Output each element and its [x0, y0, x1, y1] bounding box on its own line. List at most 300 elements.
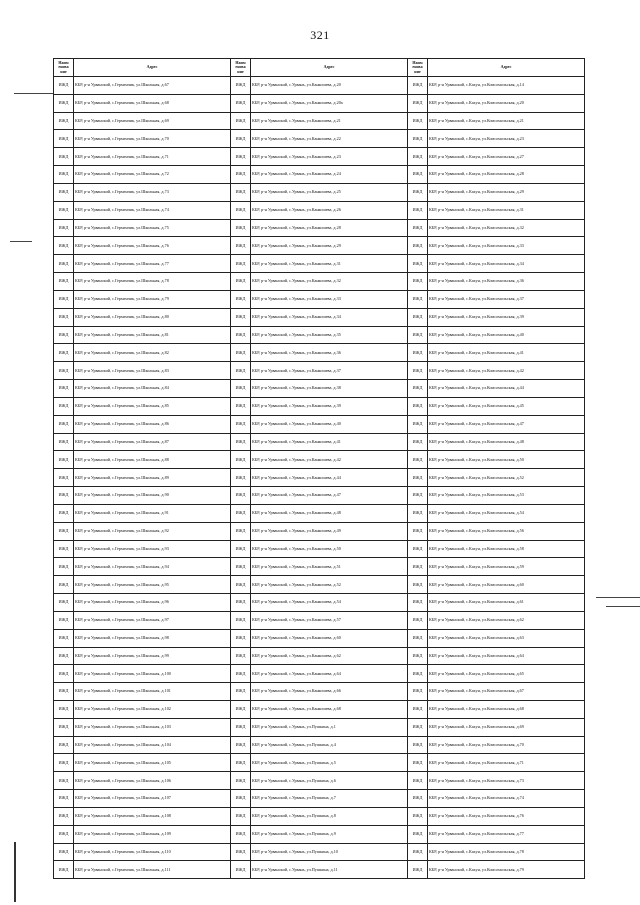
address-cell: КБР, р-н Урванский, с.Кахун, ул.Комсомольская, д.70 [428, 736, 585, 754]
object-type-cell: ИЖД [54, 647, 74, 665]
address-cell: КБР, р-н Урванский, с.Кахун, ул.Комсомольская, д.56 [428, 522, 585, 540]
address-cell: КБР, р-н Урванский, с.Герменчик, ул.Школьная, д.108 [74, 807, 231, 825]
address-cell: КБР, р-н Урванский, с.Урвань, ул.Канкошева, д.26 [251, 201, 408, 219]
address-cell: КБР, р-н Урванский, с.Урвань, ул.Пушкина, д.8 [251, 807, 408, 825]
table-row [54, 522, 585, 540]
address-cell: КБР, р-н Урванский, с.Кахун, ул.Комсомольская, д.40 [428, 326, 585, 344]
address-cell: КБР, р-н Урванский, с.Кахун, ул.Комсомольская, д.31 [428, 201, 585, 219]
address-cell: КБР, р-н Урванский, с.Кахун, ул.Комсомольская, д.33 [428, 237, 585, 255]
address-registry-table [53, 58, 585, 879]
object-type-cell: ИЖД [231, 308, 251, 326]
address-cell: КБР, р-н Урванский, с.Герменчик, ул.Школьная, д.74 [74, 201, 231, 219]
address-cell: КБР, р-н Урванский, с.Урвань, ул.Канкошева, д.32 [251, 273, 408, 291]
address-cell: КБР, р-н Урванский, с.Кахун, ул.Комсомольская, д.27 [428, 148, 585, 166]
address-cell: КБР, р-н Урванский, с.Герменчик, ул.Школьная, д.110 [74, 843, 231, 861]
table-row [54, 736, 585, 754]
address-cell: КБР, р-н Урванский, с.Урвань, ул.Канкошева, д.34 [251, 308, 408, 326]
address-cell: КБР, р-н Урванский, с.Герменчик, ул.Школьная, д.99 [74, 647, 231, 665]
object-type-cell: ИЖД [408, 183, 428, 201]
address-cell: КБР, р-н Урванский, с.Урвань, ул.Канкошева, д.57 [251, 611, 408, 629]
address-cell: КБР, р-н Урванский, с.Урвань, ул.Пушкина, д.7 [251, 790, 408, 808]
object-type-cell: ИЖД [54, 576, 74, 594]
address-cell: КБР, р-н Урванский, с.Герменчик, ул.Школьная, д.78 [74, 273, 231, 291]
object-type-cell: ИЖД [408, 397, 428, 415]
object-type-cell: ИЖД [408, 255, 428, 273]
address-cell: КБР, р-н Урванский, с.Герменчик, ул.Школьная, д.103 [74, 718, 231, 736]
address-cell: КБР, р-н Урванский, с.Урвань, ул.Канкошева, д.66 [251, 683, 408, 701]
scan-mark-left-top [14, 93, 54, 94]
object-type-cell: ИЖД [54, 611, 74, 629]
object-type-cell: ИЖД [408, 166, 428, 184]
address-cell: КБР, р-н Урванский, с.Урвань, ул.Пушкина, д.10 [251, 843, 408, 861]
address-cell: КБР, р-н Урванский, с.Герменчик, ул.Школьная, д.91 [74, 504, 231, 522]
object-type-cell: ИЖД [408, 344, 428, 362]
address-cell: КБР, р-н Урванский, с.Герменчик, ул.Школьная, д.101 [74, 683, 231, 701]
table-row [54, 718, 585, 736]
object-type-cell: ИЖД [54, 183, 74, 201]
object-type-cell: ИЖД [231, 112, 251, 130]
object-type-cell: ИЖД [408, 130, 428, 148]
address-cell: КБР, р-н Урванский, с.Герменчик, ул.Школьная, д.81 [74, 326, 231, 344]
object-type-cell: ИЖД [408, 522, 428, 540]
table-row [54, 290, 585, 308]
address-cell: КБР, р-н Урванский, с.Герменчик, ул.Школьная, д.79 [74, 290, 231, 308]
address-cell: КБР, р-н Урванский, с.Кахун, ул.Комсомольская, д.74 [428, 790, 585, 808]
address-cell: КБР, р-н Урванский, с.Герменчик, ул.Школьная, д.94 [74, 558, 231, 576]
table-row [54, 504, 585, 522]
object-type-cell: ИЖД [54, 843, 74, 861]
object-type-cell: ИЖД [54, 362, 74, 380]
object-type-cell: ИЖД [54, 540, 74, 558]
table-row [54, 469, 585, 487]
object-type-cell: ИЖД [408, 148, 428, 166]
name-column-header: Наим енова ние [408, 59, 428, 77]
object-type-cell: ИЖД [54, 772, 74, 790]
object-type-cell: ИЖД [231, 415, 251, 433]
table-row [54, 558, 585, 576]
object-type-cell: ИЖД [54, 433, 74, 451]
address-cell: КБР, р-н Урванский, с.Урвань, ул.Пушкина, д.9 [251, 825, 408, 843]
address-cell: КБР, р-н Урванский, с.Кахун, ул.Комсомольская, д.32 [428, 219, 585, 237]
object-type-cell: ИЖД [231, 843, 251, 861]
object-type-cell: ИЖД [231, 255, 251, 273]
address-cell: КБР, р-н Урванский, с.Герменчик, ул.Школьная, д.86 [74, 415, 231, 433]
object-type-cell: ИЖД [231, 576, 251, 594]
table-row [54, 273, 585, 291]
object-type-cell: ИЖД [231, 469, 251, 487]
object-type-cell: ИЖД [231, 290, 251, 308]
object-type-cell: ИЖД [231, 807, 251, 825]
object-type-cell: ИЖД [54, 718, 74, 736]
address-cell: КБР, р-н Урванский, с.Герменчик, ул.Школьная, д.84 [74, 380, 231, 398]
object-type-cell: ИЖД [54, 522, 74, 540]
object-type-cell: ИЖД [231, 611, 251, 629]
object-type-cell: ИЖД [408, 807, 428, 825]
object-type-cell: ИЖД [54, 683, 74, 701]
address-cell: КБР, р-н Урванский, с.Герменчик, ул.Школьная, д.76 [74, 237, 231, 255]
scan-mark-left-mid [10, 241, 32, 242]
object-type-cell: ИЖД [231, 326, 251, 344]
object-type-cell: ИЖД [54, 665, 74, 683]
address-cell: КБР, р-н Урванский, с.Урвань, ул.Канкошева, д.60 [251, 629, 408, 647]
address-cell: КБР, р-н Урванский, с.Кахун, ул.Комсомольская, д.76 [428, 807, 585, 825]
object-type-cell: ИЖД [54, 326, 74, 344]
object-type-cell: ИЖД [408, 451, 428, 469]
object-type-cell: ИЖД [54, 469, 74, 487]
table-row [54, 487, 585, 505]
object-type-cell: ИЖД [231, 540, 251, 558]
address-cell: КБР, р-н Урванский, с.Урвань, ул.Пушкина, д.1 [251, 718, 408, 736]
address-cell: КБР, р-н Урванский, с.Кахун, ул.Комсомольская, д.48 [428, 433, 585, 451]
object-type-cell: ИЖД [408, 790, 428, 808]
address-cell: КБР, р-н Урванский, с.Герменчик, ул.Школьная, д.102 [74, 700, 231, 718]
object-type-cell: ИЖД [54, 77, 74, 95]
address-column-header: Адрес [251, 59, 408, 77]
address-cell: КБР, р-н Урванский, с.Кахун, ул.Комсомольская, д.52 [428, 469, 585, 487]
address-cell: КБР, р-н Урванский, с.Кахун, ул.Комсомольская, д.28 [428, 166, 585, 184]
object-type-cell: ИЖД [231, 130, 251, 148]
table-row [54, 665, 585, 683]
address-cell: КБР, р-н Урванский, с.Герменчик, ул.Школьная, д.71 [74, 148, 231, 166]
address-cell: КБР, р-н Урванский, с.Урвань, ул.Канкошева, д.47 [251, 487, 408, 505]
object-type-cell: ИЖД [408, 754, 428, 772]
address-cell: КБР, р-н Урванский, с.Герменчик, ул.Школьная, д.72 [74, 166, 231, 184]
object-type-cell: ИЖД [231, 594, 251, 612]
table-row [54, 629, 585, 647]
table-row [54, 201, 585, 219]
address-cell: КБР, р-н Урванский, с.Урвань, ул.Канкошева, д.51 [251, 558, 408, 576]
object-type-cell: ИЖД [231, 397, 251, 415]
object-type-cell: ИЖД [408, 469, 428, 487]
object-type-cell: ИЖД [231, 718, 251, 736]
object-type-cell: ИЖД [54, 255, 74, 273]
address-cell: КБР, р-н Урванский, с.Герменчик, ул.Школьная, д.104 [74, 736, 231, 754]
object-type-cell: ИЖД [54, 273, 74, 291]
object-type-cell: ИЖД [231, 754, 251, 772]
address-cell: КБР, р-н Урванский, с.Урвань, ул.Канкошева, д.41 [251, 433, 408, 451]
object-type-cell: ИЖД [231, 344, 251, 362]
object-type-cell: ИЖД [54, 700, 74, 718]
address-cell: КБР, р-н Урванский, с.Урвань, ул.Канкошева, д.21 [251, 112, 408, 130]
address-cell: КБР, р-н Урванский, с.Урвань, ул.Канкошева, д.31 [251, 255, 408, 273]
table-row [54, 362, 585, 380]
table-row [54, 94, 585, 112]
table-row [54, 237, 585, 255]
object-type-cell: ИЖД [408, 380, 428, 398]
page-number: 321 [310, 28, 330, 42]
object-type-cell: ИЖД [408, 94, 428, 112]
address-cell: КБР, р-н Урванский, с.Кахун, ул.Комсомольская, д.68 [428, 700, 585, 718]
object-type-cell: ИЖД [231, 647, 251, 665]
table-row [54, 576, 585, 594]
address-cell: КБР, р-н Урванский, с.Урвань, ул.Канкошева, д.38 [251, 380, 408, 398]
object-type-cell: ИЖД [408, 415, 428, 433]
object-type-cell: ИЖД [408, 825, 428, 843]
object-type-cell: ИЖД [231, 77, 251, 95]
object-type-cell: ИЖД [54, 397, 74, 415]
address-cell: КБР, р-н Урванский, с.Герменчик, ул.Школьная, д.83 [74, 362, 231, 380]
object-type-cell: ИЖД [231, 700, 251, 718]
object-type-cell: ИЖД [231, 683, 251, 701]
object-type-cell: ИЖД [231, 219, 251, 237]
name-column-header: Наим енова ние [54, 59, 74, 77]
address-cell: КБР, р-н Урванский, с.Герменчик, ул.Школьная, д.67 [74, 77, 231, 95]
table-row [54, 683, 585, 701]
object-type-cell: ИЖД [408, 700, 428, 718]
address-cell: КБР, р-н Урванский, с.Герменчик, ул.Школьная, д.89 [74, 469, 231, 487]
address-cell: КБР, р-н Урванский, с.Урвань, ул.Канкошева, д.20а [251, 94, 408, 112]
address-cell: КБР, р-н Урванский, с.Кахун, ул.Комсомольская, д.63 [428, 629, 585, 647]
table-row [54, 754, 585, 772]
object-type-cell: ИЖД [231, 237, 251, 255]
table-row [54, 219, 585, 237]
address-cell: КБР, р-н Урванский, с.Герменчик, ул.Школьная, д.111 [74, 861, 231, 879]
object-type-cell: ИЖД [408, 594, 428, 612]
address-cell: КБР, р-н Урванский, с.Урвань, ул.Канкошева, д.44 [251, 469, 408, 487]
object-type-cell: ИЖД [408, 665, 428, 683]
address-cell: КБР, р-н Урванский, с.Герменчик, ул.Школьная, д.90 [74, 487, 231, 505]
object-type-cell: ИЖД [408, 629, 428, 647]
object-type-cell: ИЖД [408, 326, 428, 344]
object-type-cell: ИЖД [408, 273, 428, 291]
object-type-cell: ИЖД [54, 290, 74, 308]
address-cell: КБР, р-н Урванский, с.Урвань, ул.Канкошева, д.64 [251, 665, 408, 683]
address-cell: КБР, р-н Урванский, с.Кахун, ул.Комсомольская, д.59 [428, 558, 585, 576]
object-type-cell: ИЖД [231, 825, 251, 843]
address-cell: КБР, р-н Урванский, с.Кахун, ул.Комсомольская, д.60 [428, 576, 585, 594]
object-type-cell: ИЖД [231, 380, 251, 398]
table-row [54, 255, 585, 273]
object-type-cell: ИЖД [231, 166, 251, 184]
object-type-cell: ИЖД [408, 201, 428, 219]
table-row [54, 611, 585, 629]
table-row [54, 861, 585, 879]
object-type-cell: ИЖД [231, 201, 251, 219]
table-row [54, 397, 585, 415]
address-cell: КБР, р-н Урванский, с.Кахун, ул.Комсомольская, д.39 [428, 308, 585, 326]
object-type-cell: ИЖД [408, 362, 428, 380]
table-row [54, 183, 585, 201]
table-row [54, 326, 585, 344]
address-cell: КБР, р-н Урванский, с.Урвань, ул.Канкошева, д.28 [251, 219, 408, 237]
address-cell: КБР, р-н Урванский, с.Герменчик, ул.Школьная, д.85 [74, 397, 231, 415]
object-type-cell: ИЖД [408, 576, 428, 594]
address-cell: КБР, р-н Урванский, с.Урвань, ул.Канкошева, д.62 [251, 647, 408, 665]
table-row [54, 807, 585, 825]
address-cell: КБР, р-н Урванский, с.Кахун, ул.Комсомольская, д.44 [428, 380, 585, 398]
object-type-cell: ИЖД [54, 487, 74, 505]
object-type-cell: ИЖД [408, 219, 428, 237]
address-cell: КБР, р-н Урванский, с.Урвань, ул.Канкошева, д.20 [251, 77, 408, 95]
address-cell: КБР, р-н Урванский, с.Кахун, ул.Комсомольская, д.47 [428, 415, 585, 433]
object-type-cell: ИЖД [54, 344, 74, 362]
address-cell: КБР, р-н Урванский, с.Кахун, ул.Комсомольская, д.20 [428, 94, 585, 112]
object-type-cell: ИЖД [54, 148, 74, 166]
address-cell: КБР, р-н Урванский, с.Кахун, ул.Комсомольская, д.21 [428, 112, 585, 130]
object-type-cell: ИЖД [54, 380, 74, 398]
address-cell: КБР, р-н Урванский, с.Кахун, ул.Комсомольская, д.36 [428, 273, 585, 291]
address-cell: КБР, р-н Урванский, с.Герменчик, ул.Школьная, д.82 [74, 344, 231, 362]
table-row [54, 415, 585, 433]
address-cell: КБР, р-н Урванский, с.Урвань, ул.Канкошева, д.25 [251, 183, 408, 201]
object-type-cell: ИЖД [408, 683, 428, 701]
object-type-cell: ИЖД [54, 558, 74, 576]
table-header-row [54, 59, 585, 77]
address-cell: КБР, р-н Урванский, с.Герменчик, ул.Школьная, д.68 [74, 94, 231, 112]
object-type-cell: ИЖД [408, 237, 428, 255]
object-type-cell: ИЖД [231, 487, 251, 505]
address-cell: КБР, р-н Урванский, с.Урвань, ул.Канкошева, д.49 [251, 522, 408, 540]
address-cell: КБР, р-н Урванский, с.Герменчик, ул.Школьная, д.93 [74, 540, 231, 558]
table-row [54, 130, 585, 148]
address-cell: КБР, р-н Урванский, с.Кахун, ул.Комсомольская, д.41 [428, 344, 585, 362]
address-cell: КБР, р-н Урванский, с.Кахун, ул.Комсомольская, д.58 [428, 540, 585, 558]
address-cell: КБР, р-н Урванский, с.Кахун, ул.Комсомольская, д.69 [428, 718, 585, 736]
object-type-cell: ИЖД [231, 790, 251, 808]
address-column-header: Адрес [74, 59, 231, 77]
object-type-cell: ИЖД [54, 415, 74, 433]
object-type-cell: ИЖД [231, 736, 251, 754]
address-cell: КБР, р-н Урванский, с.Кахун, ул.Комсомольская, д.71 [428, 754, 585, 772]
object-type-cell: ИЖД [231, 273, 251, 291]
address-cell: КБР, р-н Урванский, с.Кахун, ул.Комсомольская, д.64 [428, 647, 585, 665]
address-cell: КБР, р-н Урванский, с.Урвань, ул.Канкошева, д.33 [251, 290, 408, 308]
object-type-cell: ИЖД [408, 611, 428, 629]
address-cell: КБР, р-н Урванский, с.Урвань, ул.Канкошева, д.52 [251, 576, 408, 594]
address-cell: КБР, р-н Урванский, с.Кахун, ул.Комсомольская, д.77 [428, 825, 585, 843]
object-type-cell: ИЖД [408, 772, 428, 790]
object-type-cell: ИЖД [54, 790, 74, 808]
object-type-cell: ИЖД [231, 861, 251, 879]
address-cell: КБР, р-н Урванский, с.Урвань, ул.Канкошева, д.29 [251, 237, 408, 255]
address-column-header: Адрес [428, 59, 585, 77]
scan-mark-right-2 [606, 606, 640, 607]
address-cell: КБР, р-н Урванский, с.Урвань, ул.Канкошева, д.68 [251, 700, 408, 718]
table-row [54, 594, 585, 612]
address-cell: КБР, р-н Урванский, с.Герменчик, ул.Школьная, д.73 [74, 183, 231, 201]
address-cell: КБР, р-н Урванский, с.Герменчик, ул.Школьная, д.87 [74, 433, 231, 451]
object-type-cell: ИЖД [408, 487, 428, 505]
object-type-cell: ИЖД [54, 594, 74, 612]
address-cell: КБР, р-н Урванский, с.Кахун, ул.Комсомольская, д.45 [428, 397, 585, 415]
object-type-cell: ИЖД [408, 77, 428, 95]
address-cell: КБР, р-н Урванский, с.Урвань, ул.Канкошева, д.54 [251, 594, 408, 612]
object-type-cell: ИЖД [54, 736, 74, 754]
table-row [54, 451, 585, 469]
address-cell: КБР, р-н Урванский, с.Герменчик, ул.Школьная, д.77 [74, 255, 231, 273]
table-row [54, 540, 585, 558]
address-cell: КБР, р-н Урванский, с.Кахун, ул.Комсомольская, д.29 [428, 183, 585, 201]
object-type-cell: ИЖД [54, 504, 74, 522]
object-type-cell: ИЖД [408, 843, 428, 861]
table-row [54, 843, 585, 861]
table-row [54, 825, 585, 843]
address-cell: КБР, р-н Урванский, с.Кахун, ул.Комсомольская, д.61 [428, 594, 585, 612]
table-row [54, 772, 585, 790]
address-cell: КБР, р-н Урванский, с.Кахун, ул.Комсомольская, д.50 [428, 451, 585, 469]
address-cell: КБР, р-н Урванский, с.Урвань, ул.Канкошева, д.35 [251, 326, 408, 344]
address-cell: КБР, р-н Урванский, с.Кахун, ул.Комсомольская, д.34 [428, 255, 585, 273]
address-cell: КБР, р-н Урванский, с.Герменчик, ул.Школьная, д.100 [74, 665, 231, 683]
address-cell: КБР, р-н Урванский, с.Урвань, ул.Канкошева, д.42 [251, 451, 408, 469]
address-cell: КБР, р-н Урванский, с.Урвань, ул.Канкошева, д.24 [251, 166, 408, 184]
object-type-cell: ИЖД [408, 504, 428, 522]
address-cell: КБР, р-н Урванский, с.Герменчик, ул.Школьная, д.107 [74, 790, 231, 808]
object-type-cell: ИЖД [54, 166, 74, 184]
address-cell: КБР, р-н Урванский, с.Герменчик, ул.Школьная, д.106 [74, 772, 231, 790]
address-cell: КБР, р-н Урванский, с.Герменчик, ул.Школьная, д.80 [74, 308, 231, 326]
object-type-cell: ИЖД [54, 629, 74, 647]
address-cell: КБР, р-н Урванский, с.Кахун, ул.Комсомольская, д.42 [428, 362, 585, 380]
table-row [54, 790, 585, 808]
object-type-cell: ИЖД [54, 861, 74, 879]
object-type-cell: ИЖД [54, 112, 74, 130]
object-type-cell: ИЖД [408, 433, 428, 451]
object-type-cell: ИЖД [231, 772, 251, 790]
table-row [54, 112, 585, 130]
address-cell: КБР, р-н Урванский, с.Кахун, ул.Комсомольская, д.73 [428, 772, 585, 790]
object-type-cell: ИЖД [408, 290, 428, 308]
object-type-cell: ИЖД [408, 558, 428, 576]
address-cell: КБР, р-н Урванский, с.Урвань, ул.Канкошева, д.23 [251, 148, 408, 166]
object-type-cell: ИЖД [54, 94, 74, 112]
table-row [54, 148, 585, 166]
table-row [54, 647, 585, 665]
address-cell: КБР, р-н Урванский, с.Урвань, ул.Пушкина, д.4 [251, 736, 408, 754]
object-type-cell: ИЖД [231, 94, 251, 112]
object-type-cell: ИЖД [54, 754, 74, 772]
address-cell: КБР, р-н Урванский, с.Урвань, ул.Канкошева, д.39 [251, 397, 408, 415]
address-cell: КБР, р-н Урванский, с.Кахун, ул.Комсомольская, д.78 [428, 843, 585, 861]
address-cell: КБР, р-н Урванский, с.Кахун, ул.Комсомольская, д.37 [428, 290, 585, 308]
address-cell: КБР, р-н Урванский, с.Герменчик, ул.Школьная, д.105 [74, 754, 231, 772]
address-cell: КБР, р-н Урванский, с.Урвань, ул.Канкошева, д.22 [251, 130, 408, 148]
object-type-cell: ИЖД [231, 665, 251, 683]
address-cell: КБР, р-н Урванский, с.Герменчик, ул.Школьная, д.75 [74, 219, 231, 237]
scan-mark-bottom-left [14, 842, 16, 902]
object-type-cell: ИЖД [54, 201, 74, 219]
address-cell: КБР, р-н Урванский, с.Кахун, ул.Комсомольская, д.14 [428, 77, 585, 95]
address-cell: КБР, р-н Урванский, с.Герменчик, ул.Школьная, д.88 [74, 451, 231, 469]
address-cell: КБР, р-н Урванский, с.Герменчик, ул.Школьная, д.95 [74, 576, 231, 594]
object-type-cell: ИЖД [231, 558, 251, 576]
address-cell: КБР, р-н Урванский, с.Кахун, ул.Комсомольская, д.79 [428, 861, 585, 879]
object-type-cell: ИЖД [408, 112, 428, 130]
address-cell: КБР, р-н Урванский, с.Кахун, ул.Комсомольская, д.54 [428, 504, 585, 522]
object-type-cell: ИЖД [54, 219, 74, 237]
object-type-cell: ИЖД [54, 308, 74, 326]
address-cell: КБР, р-н Урванский, с.Герменчик, ул.Школьная, д.96 [74, 594, 231, 612]
object-type-cell: ИЖД [231, 504, 251, 522]
object-type-cell: ИЖД [408, 736, 428, 754]
address-cell: КБР, р-н Урванский, с.Кахун, ул.Комсомольская, д.23 [428, 130, 585, 148]
address-cell: КБР, р-н Урванский, с.Урвань, ул.Канкошева, д.50 [251, 540, 408, 558]
object-type-cell: ИЖД [54, 825, 74, 843]
object-type-cell: ИЖД [408, 718, 428, 736]
address-cell: КБР, р-н Урванский, с.Урвань, ул.Канкошева, д.40 [251, 415, 408, 433]
address-cell: КБР, р-н Урванский, с.Урвань, ул.Пушкина, д.5 [251, 754, 408, 772]
address-cell: КБР, р-н Урванский, с.Герменчик, ул.Школьная, д.92 [74, 522, 231, 540]
address-cell: КБР, р-н Урванский, с.Урвань, ул.Пушкина, д.11 [251, 861, 408, 879]
address-cell: КБР, р-н Урванский, с.Урвань, ул.Канкошева, д.48 [251, 504, 408, 522]
name-column-header: Наим енова ние [231, 59, 251, 77]
object-type-cell: ИЖД [231, 629, 251, 647]
address-cell: КБР, р-н Урванский, с.Герменчик, ул.Школьная, д.69 [74, 112, 231, 130]
object-type-cell: ИЖД [54, 130, 74, 148]
table-row [54, 308, 585, 326]
address-cell: КБР, р-н Урванский, с.Урвань, ул.Канкошева, д.37 [251, 362, 408, 380]
table-body [54, 77, 585, 879]
